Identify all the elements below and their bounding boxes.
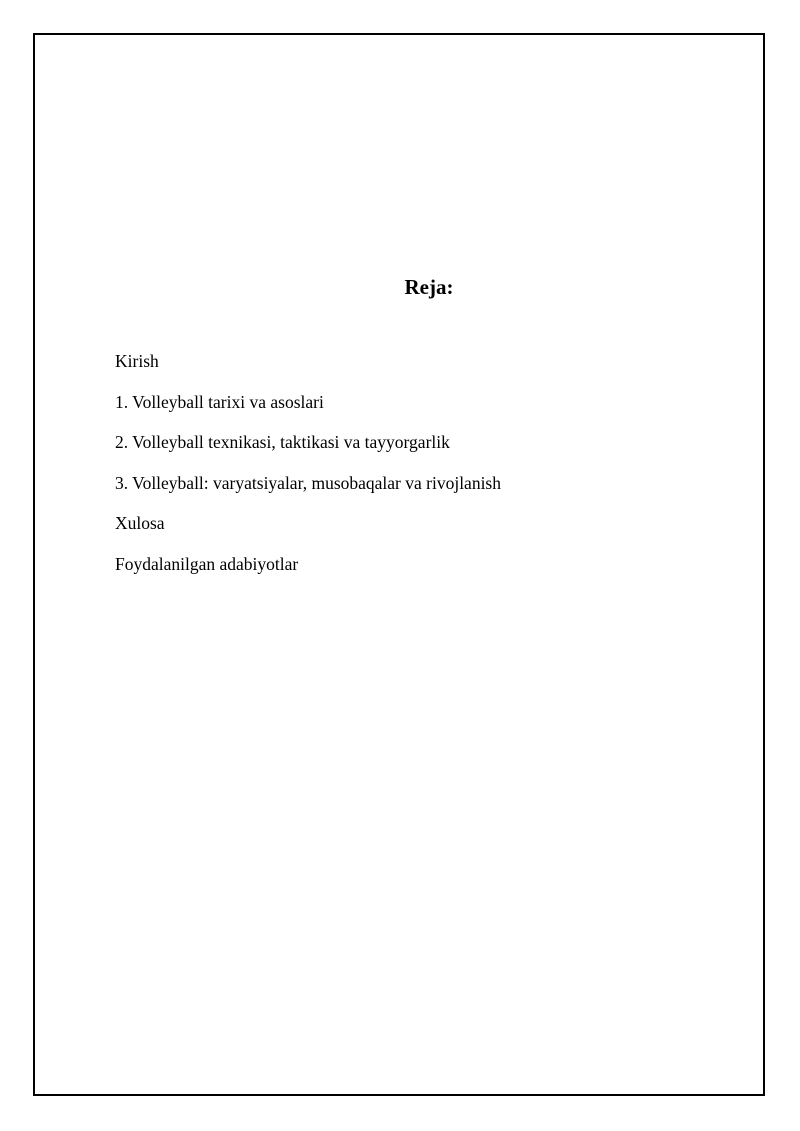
plan-item-chapter-2: 2. Volleyball texnikasi, taktikasi va tayyorgarlik [115,432,450,452]
page-title: Reja: [404,275,454,299]
plan-item-references: Foydalanilgan adabiyotlar [115,553,299,574]
plan-list [115,350,501,593]
plan-item-introduction: Kirish [115,351,159,371]
plan-item-chapter-1: 1. Volleyball tarixi va asoslari [115,391,324,412]
plan-item-conclusion: Xulosa [115,513,165,533]
plan-item-chapter-3: 3. Volleyball: varyatsiyalar, musobaqalar va rivojlanish [115,472,501,493]
